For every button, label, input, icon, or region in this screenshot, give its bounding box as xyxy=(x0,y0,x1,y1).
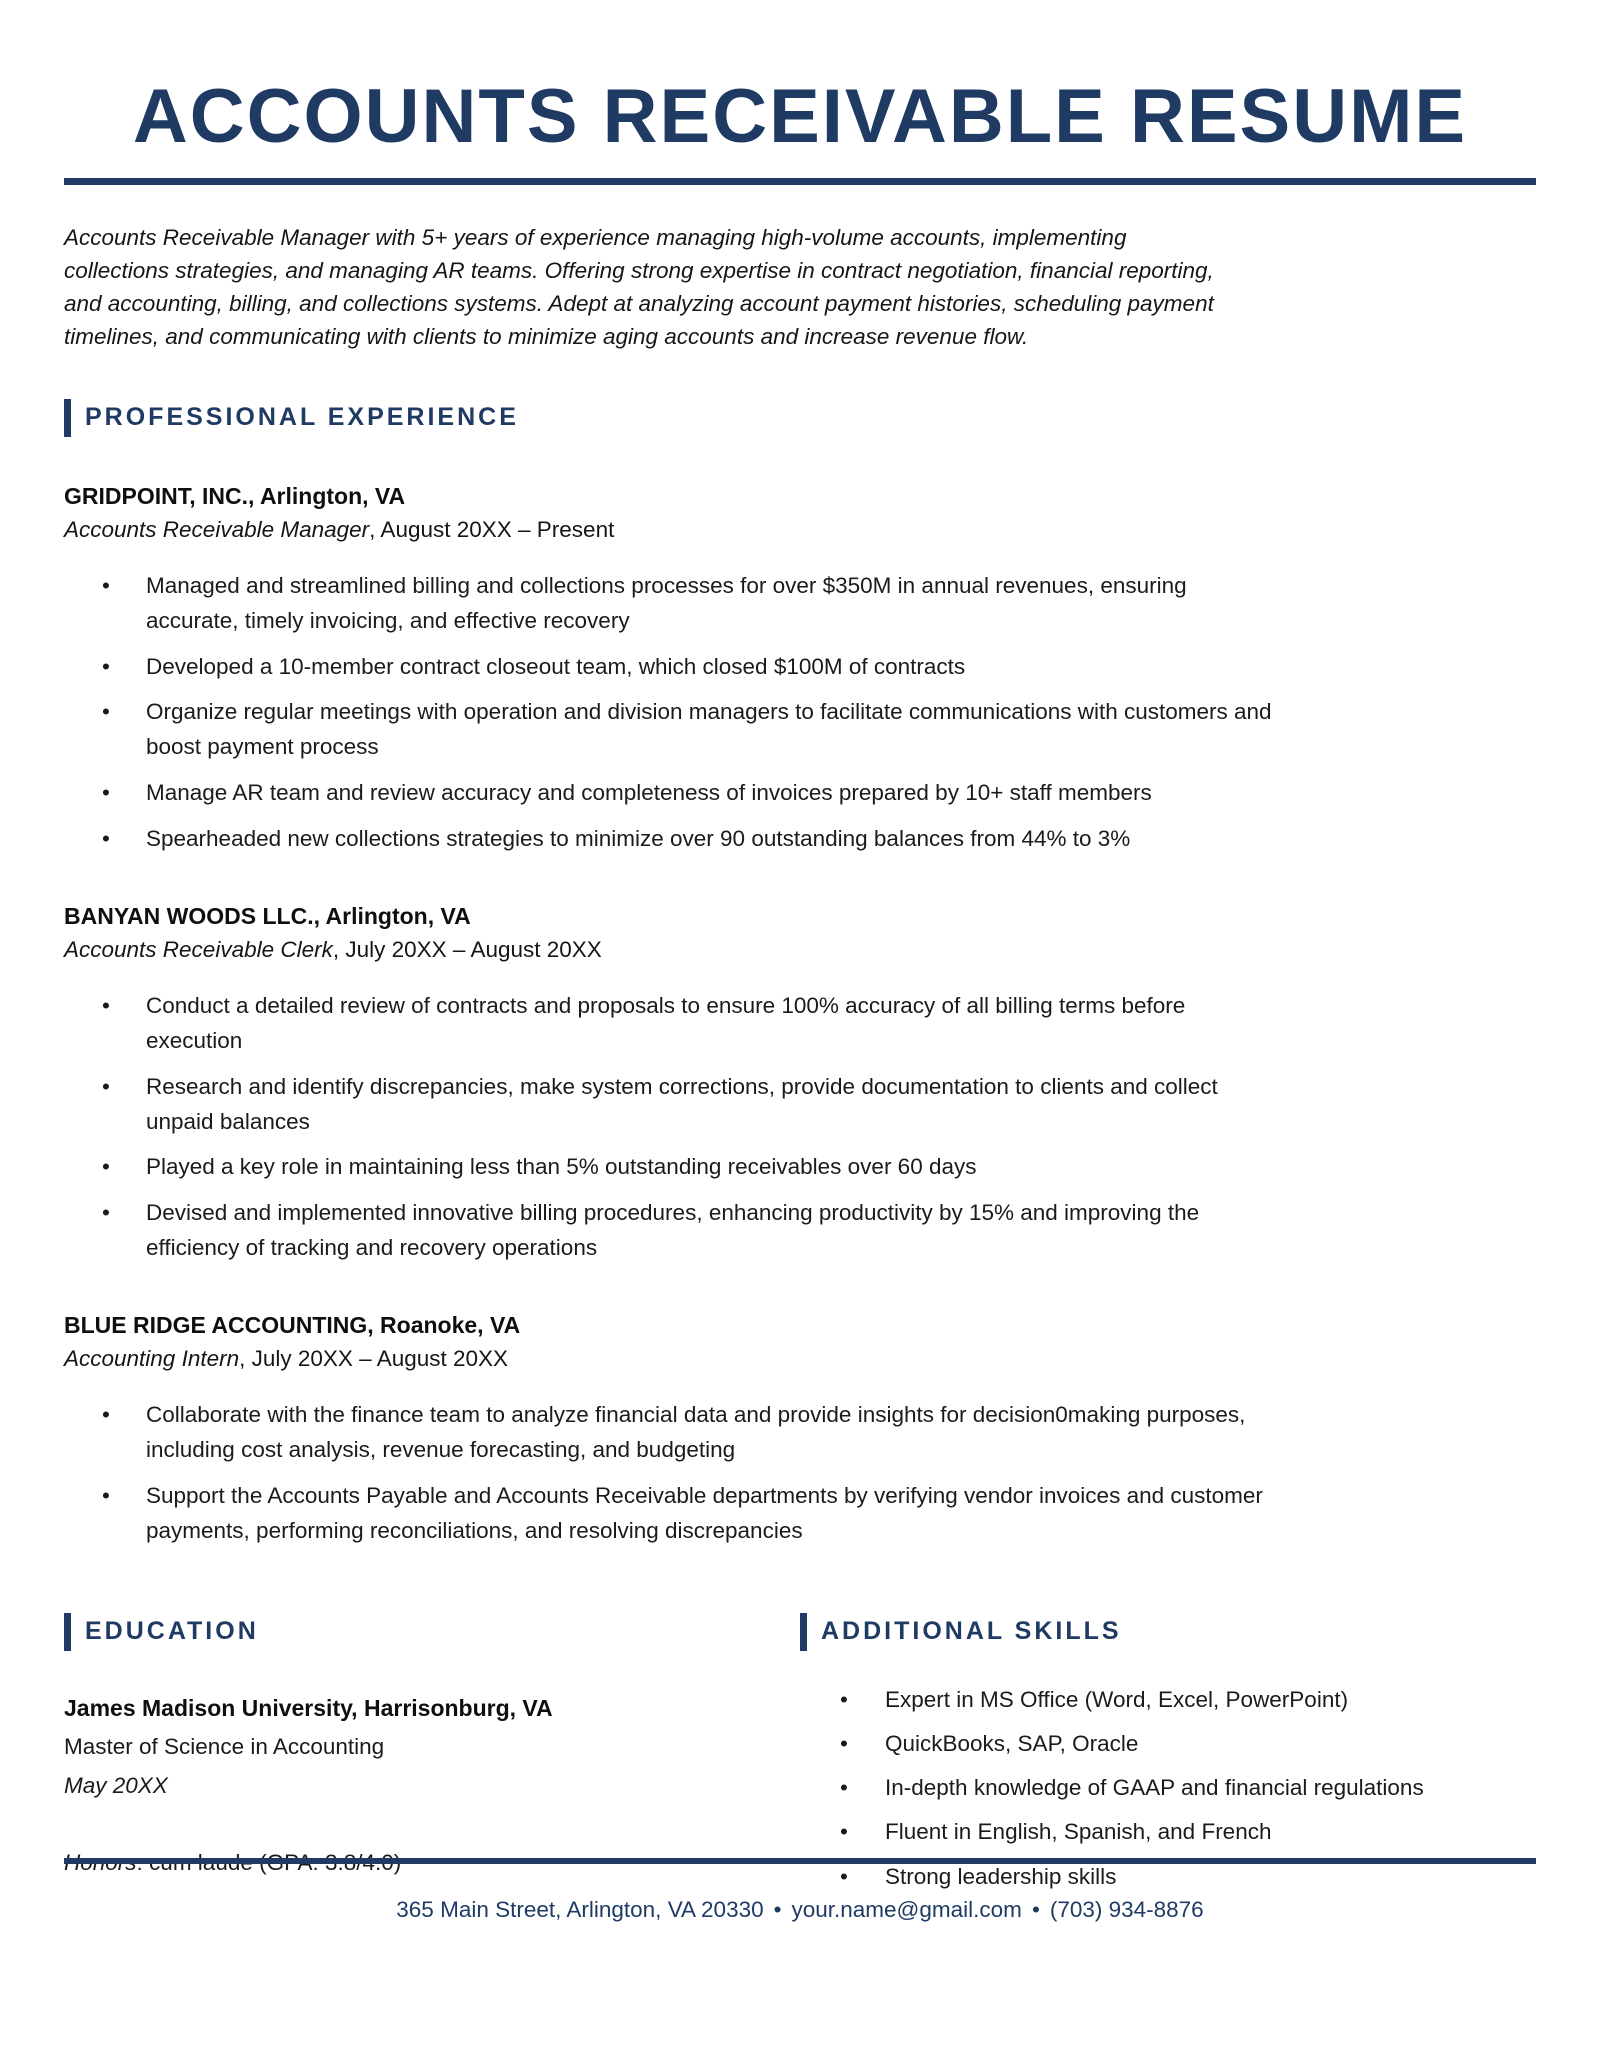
company-name: BANYAN WOODS LLC., Arlington, VA xyxy=(64,902,471,929)
section-accent-bar xyxy=(800,1613,807,1651)
footer-divider xyxy=(64,1858,1536,1864)
job-bullet: • Spearheaded new collections strategies to minimize over 90 outstanding balances from 44% to 3% xyxy=(64,822,1276,857)
role-line xyxy=(64,937,1536,963)
education-entry xyxy=(64,1691,800,1881)
resume-title: ACCOUNTS RECEIVABLE RESUME xyxy=(132,74,1468,159)
contact-address: 365 Main Street, Arlington, VA 20330 xyxy=(396,1897,764,1922)
job-role: Accounts Receivable Clerk xyxy=(64,936,333,962)
job-entry xyxy=(64,1312,1536,1549)
skill-item: • Expert in MS Office (Word, Excel, PowerPoint) xyxy=(800,1685,1536,1714)
role-line xyxy=(64,517,1536,543)
company-name: BLUE RIDGE ACCOUNTING, Roanoke, VA xyxy=(64,1312,521,1339)
contact-info xyxy=(64,1897,1536,1923)
job-bullet-list xyxy=(64,1398,1276,1549)
job-bullet: • Organize regular meetings with operation and division managers to facilitate communications with customers and boost payment process xyxy=(64,695,1276,765)
job-bullet: • Manage AR team and review accuracy and completeness of invoices prepared by 10+ staff members xyxy=(64,776,1276,811)
title-divider xyxy=(64,178,1536,185)
job-bullet-list xyxy=(64,569,1276,857)
job-bullet: • Developed a 10-member contract closeout team, which closed $100M of contracts xyxy=(64,650,1276,685)
job-role: Accounts Receivable Manager xyxy=(64,516,370,542)
job-dates: , July 20XX – August 20XX xyxy=(332,936,602,962)
job-dates: , July 20XX – August 20XX xyxy=(239,1346,509,1372)
job-bullet-list xyxy=(64,989,1276,1266)
section-accent-bar xyxy=(64,1613,71,1651)
company-name: GRIDPOINT, INC., Arlington, VA xyxy=(64,482,406,509)
role-line xyxy=(64,1346,1536,1372)
job-bullet: • Research and identify discrepancies, make system corrections, provide documentation to clients and collect unpaid balances xyxy=(64,1070,1276,1140)
separator-dot: • xyxy=(773,1897,782,1922)
contact-email: your.name@gmail.com xyxy=(791,1897,1022,1922)
job-entry xyxy=(64,903,1536,1266)
job-bullet: • Support the Accounts Payable and Accounts Receivable departments by verifying vendor invoices and customer payments, performing reconciliations, and resolving discrepancies xyxy=(64,1479,1276,1549)
skills-section-header xyxy=(800,1613,1536,1651)
summary-paragraph: Accounts Receivable Manager with 5+ years of experience managing high-volume accounts, implementing collections strategies, and managing AR teams. Offering strong expertise in contract negotiation, financial reporting, and accounting, billing, and collections systems. Adept at analyzing account payment histories, scheduling payment timelines, and communicating with clients to minimize aging accounts and increase revenue flow. xyxy=(64,224,1214,349)
separator-dot: • xyxy=(1031,1897,1040,1922)
job-bullet: • Conduct a detailed review of contracts and proposals to ensure 100% accuracy of all billing terms before execution xyxy=(64,989,1276,1059)
school-name: James Madison University, Harrisonburg, VA xyxy=(64,1694,553,1721)
degree: Master of Science in Accounting xyxy=(64,1734,385,1760)
section-title: ADDITIONAL SKILLS xyxy=(821,1617,1122,1646)
footer xyxy=(64,1858,1536,1923)
contact-phone: (703) 934-8876 xyxy=(1049,1897,1204,1922)
section-accent-bar xyxy=(64,399,71,437)
job-entry xyxy=(64,483,1536,857)
section-title: PROFESSIONAL EXPERIENCE xyxy=(85,403,519,432)
skill-item: • Fluent in English, Spanish, and French xyxy=(800,1817,1536,1846)
experience-section-header xyxy=(64,399,1536,437)
skill-item: • In-depth knowledge of GAAP and financial regulations xyxy=(800,1773,1536,1802)
education-section-header xyxy=(64,1613,800,1651)
graduation-date: May 20XX xyxy=(64,1773,168,1799)
job-bullet: • Collaborate with the finance team to analyze financial data and provide insights for decision0making purposes, including cost analysis, revenue forecasting, and budgeting xyxy=(64,1398,1276,1468)
job-dates: , August 20XX – Present xyxy=(369,516,615,542)
job-bullet: • Played a key role in maintaining less than 5% outstanding receivables over 60 days xyxy=(64,1150,1276,1185)
skill-item: • QuickBooks, SAP, Oracle xyxy=(800,1729,1536,1758)
section-title: EDUCATION xyxy=(85,1617,259,1646)
skill-item: • Strong leadership skills xyxy=(800,1862,1536,1891)
job-role: Accounting Intern xyxy=(64,1346,240,1372)
job-bullet: • Managed and streamlined billing and collections processes for over $350M in annual revenues, ensuring accurate, timely invoicing, and effective recovery xyxy=(64,569,1276,639)
job-bullet: • Devised and implemented innovative billing procedures, enhancing productivity by 15% and improving the efficiency of tracking and recovery operations xyxy=(64,1196,1276,1266)
